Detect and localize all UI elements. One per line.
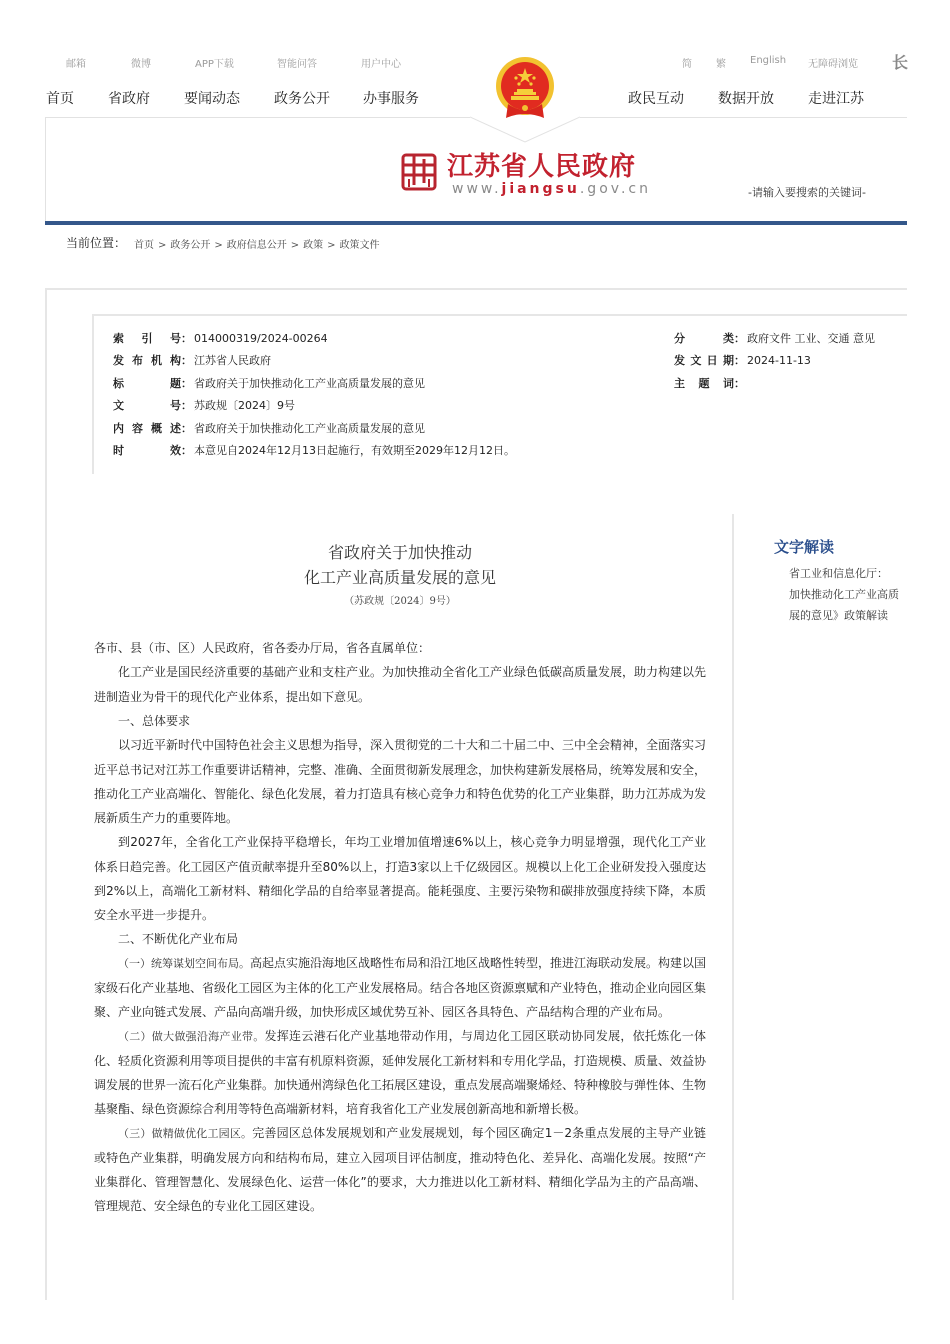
- link-line: 展的意见》政策解读: [789, 609, 888, 622]
- nav-about-jiangsu[interactable]: 走进江苏: [808, 91, 864, 107]
- english-link[interactable]: English: [750, 55, 787, 66]
- policy-interpretation-link[interactable]: [789, 563, 907, 629]
- paragraph: [94, 1121, 706, 1218]
- meta-document-number: [113, 398, 295, 414]
- document-title-line-2: 化工产业高质量发展的意见: [303, 568, 496, 587]
- breadcrumb-policy-documents[interactable]: 政策文件: [339, 240, 380, 251]
- meta-value: 省政府关于加快推动化工产业高质量发展的意见: [194, 377, 425, 390]
- section-heading-text: 一、总体要求: [118, 714, 191, 728]
- meta-summary: [113, 421, 425, 437]
- meta-value: 014000319/2024-00264: [194, 332, 328, 345]
- nav-provincial-government[interactable]: 省政府: [108, 91, 150, 107]
- breadcrumb-label: 当前位置：: [66, 236, 127, 250]
- breadcrumb-home[interactable]: 首页: [134, 240, 154, 251]
- paragraph: [94, 660, 706, 709]
- meta-publisher: [113, 353, 271, 369]
- jiangsu-seal-logo-icon[interactable]: [401, 153, 437, 191]
- breadcrumb-policy[interactable]: 政策: [303, 240, 324, 251]
- nav-open-data[interactable]: 数据开放: [718, 91, 774, 107]
- accessibility-link[interactable]: 无障碍浏览: [808, 59, 858, 70]
- meta-colon: ：: [181, 332, 192, 345]
- breadcrumb-separator: >: [158, 240, 167, 251]
- national-emblem-icon[interactable]: [492, 56, 558, 122]
- section-heading: [94, 927, 706, 951]
- paragraph-text: 高起点实施沿海地区战略性布局和沿江地区战略性转型，推进江海联动发展。构建以国家级石化产业基地、省级化工园区为主体的化工产业发展格局。结合各地区资源禀赋和产业特色，推动企业向园区集聚、产业向链式发展、产品向高端升级，加快形成区域优势互补、园区各具特色、产品结构合理的产业布局。: [94, 956, 707, 1019]
- meta-colon: ：: [181, 399, 192, 412]
- meta-label: 标题: [113, 377, 181, 390]
- meta-colon: ：: [734, 354, 745, 367]
- paragraph-lead: （二）做大做强沿海产业带。: [118, 1030, 265, 1043]
- meta-index-number: [113, 331, 328, 347]
- site-url-brand: jiangsu: [501, 181, 580, 197]
- simplified-chinese-link[interactable]: 简: [682, 59, 692, 70]
- meta-keywords: [674, 376, 747, 392]
- nav-news[interactable]: 要闻动态: [184, 91, 240, 107]
- meta-colon: ：: [181, 354, 192, 367]
- paragraph: [94, 830, 706, 927]
- meta-category: [674, 331, 875, 347]
- section-heading: [94, 709, 706, 733]
- nav-home[interactable]: 首页: [46, 91, 74, 107]
- link-line: 省工业和信息化厅：: [789, 567, 888, 580]
- breadcrumb-info-disclosure[interactable]: 政府信息公开: [226, 240, 287, 251]
- site-name[interactable]: 江苏省人民政府: [447, 152, 637, 182]
- paragraph-lead: （一）统筹谋划空间布局。: [118, 957, 250, 970]
- paragraph-text: 发挥连云港石化产业基地带动作用，与周边化工园区联动协同发展，依托炼化一体化、轻质化资源利用等项目提供的丰富有机原料资源，延伸发展化工新材料和专用化学品，打造规模、质量、效益协调发展的世界一流石化产业集群。加快通州湾绿色化工拓展区建设，重点发展高端聚烯烃、特种橡胶与弹性体、生物基聚酯、绿色资源综合利用等特色高端新材料，培育我省化工产业发展创新高地和新增长极。: [94, 1029, 707, 1116]
- paragraph-lead: （三）做精做优化工园区。: [118, 1127, 253, 1140]
- meta-label: 内容概述: [113, 422, 181, 435]
- meta-value: 政府文件 工业、交通 意见: [747, 332, 875, 345]
- meta-colon: ：: [734, 377, 745, 390]
- weibo-link[interactable]: 微博: [131, 59, 151, 70]
- breadcrumb-separator: >: [290, 240, 300, 251]
- meta-label: 发文日期: [674, 354, 734, 367]
- meta-value: 省政府关于加快推动化工产业高质量发展的意见: [194, 422, 425, 435]
- meta-colon: ：: [181, 444, 192, 457]
- meta-title: [113, 376, 425, 392]
- meta-colon: ：: [181, 377, 192, 390]
- meta-label: 主题词: [674, 377, 734, 390]
- link-line: 加快推动化工产业高质: [789, 588, 899, 601]
- meta-value: 江苏省人民政府: [194, 354, 271, 367]
- meta-label: 时效: [113, 444, 181, 457]
- meta-label: 索引号: [113, 332, 181, 345]
- meta-label: 文号: [113, 399, 181, 412]
- breadcrumb-separator: >: [214, 240, 223, 251]
- traditional-chinese-link[interactable]: 繁: [716, 59, 726, 70]
- nav-government-affairs[interactable]: 政务公开: [274, 91, 330, 107]
- paragraph-text: 以习近平新时代中国特色社会主义思想为指导，深入贯彻党的二十大和二十届二中、三中全会精神，全面落实习近平总书记对江苏工作重要讲话精神，完整、准确、全面贯彻新发展理念，加快构建新发展格局，统筹发展和安全，推动化工产业高端化、智能化、绿色化发展，着力打造具有核心竞争力和特色优势的化工产业集群，助力江苏成为发展新质生产力的重要阵地。: [94, 738, 707, 825]
- app-download-link[interactable]: APP下载: [195, 59, 234, 70]
- document-title-line-1: 省政府关于加快推动: [327, 543, 472, 562]
- nav-interaction[interactable]: 政民互动: [628, 91, 684, 107]
- smart-qa-link[interactable]: 智能问答: [277, 59, 317, 70]
- sidebar-title: 文字解读: [774, 538, 835, 556]
- site-url-suffix: .gov.cn: [579, 181, 651, 197]
- meta-colon: ：: [734, 332, 745, 345]
- paragraph-text: 到2027年，全省化工产业保持平稳增长，年均工业增加值增速6%以上，核心竞争力明显增强，现代化工产业体系日趋完善。化工园区产值贡献率提升至80%以上，打造3家以上千亿级园区。规模以上化工企业研发投入强度达到2%以上，高端化工新材料、精细化学品的自给率显著提高。能耗强度、主要污染物和碳排放强度持续下降，本质安全水平进一步提升。: [94, 835, 706, 922]
- mail-link[interactable]: 邮箱: [66, 59, 86, 70]
- meta-issue-date: [674, 353, 811, 369]
- meta-label: 分类: [674, 332, 734, 345]
- document-number: （苏政规〔2024〕9号）: [344, 596, 456, 607]
- elder-mode-link[interactable]: 长: [892, 53, 909, 72]
- paragraph-text: 化工产业是国民经济重要的基础产业和支柱产业。为加快推动全省化工产业绿色低碳高质量发展，助力构建以先进制造业为骨干的现代化产业体系，提出如下意见。: [94, 665, 707, 704]
- paragraph: [94, 733, 706, 830]
- paragraph: [94, 951, 706, 1024]
- breadcrumb-separator: >: [327, 240, 336, 251]
- sidebar-divider: [732, 514, 734, 1300]
- section-heading-text: 二、不断优化产业布局: [118, 932, 239, 946]
- paragraph-text: 完善园区总体发展规划和产业发展规划，每个园区确定1－2条重点发展的主导产业链或特色产业集群，明确发展方向和结构布局，建立入园项目评估制度，推动特色化、差异化、高端化发展。按照“产业集群化、管理智慧化、发展绿色化、运营一体化”的要求，大力推进以化工新材料、精细化学品为主的产品高端、管理规范、安全绿色的专业化工园区建设。: [94, 1126, 706, 1213]
- document-body: [94, 636, 706, 1218]
- meta-colon: ：: [181, 422, 192, 435]
- breadcrumb: [134, 236, 380, 251]
- meta-value: 2024-11-13: [747, 354, 811, 367]
- paragraph: [94, 1024, 706, 1121]
- meta-value: 本意见自2024年12月13日起施行，有效期至2029年12月12日。: [194, 444, 515, 457]
- site-url: [452, 181, 651, 197]
- meta-label: 发布机构: [113, 354, 181, 367]
- site-url-prefix: www.: [452, 181, 502, 197]
- header-divider: [45, 221, 907, 225]
- meta-value: 苏政规〔2024〕9号: [194, 399, 295, 412]
- meta-validity: [113, 443, 515, 459]
- salutation: 各市、县（市、区）人民政府，省各委办厅局，省各直属单位：: [94, 641, 431, 655]
- breadcrumb-government-affairs[interactable]: 政务公开: [170, 240, 211, 251]
- nav-services[interactable]: 办事服务: [363, 91, 419, 107]
- user-center-link[interactable]: 用户中心: [361, 59, 401, 70]
- search-input[interactable]: -请输入要搜索的关键词-: [748, 186, 866, 199]
